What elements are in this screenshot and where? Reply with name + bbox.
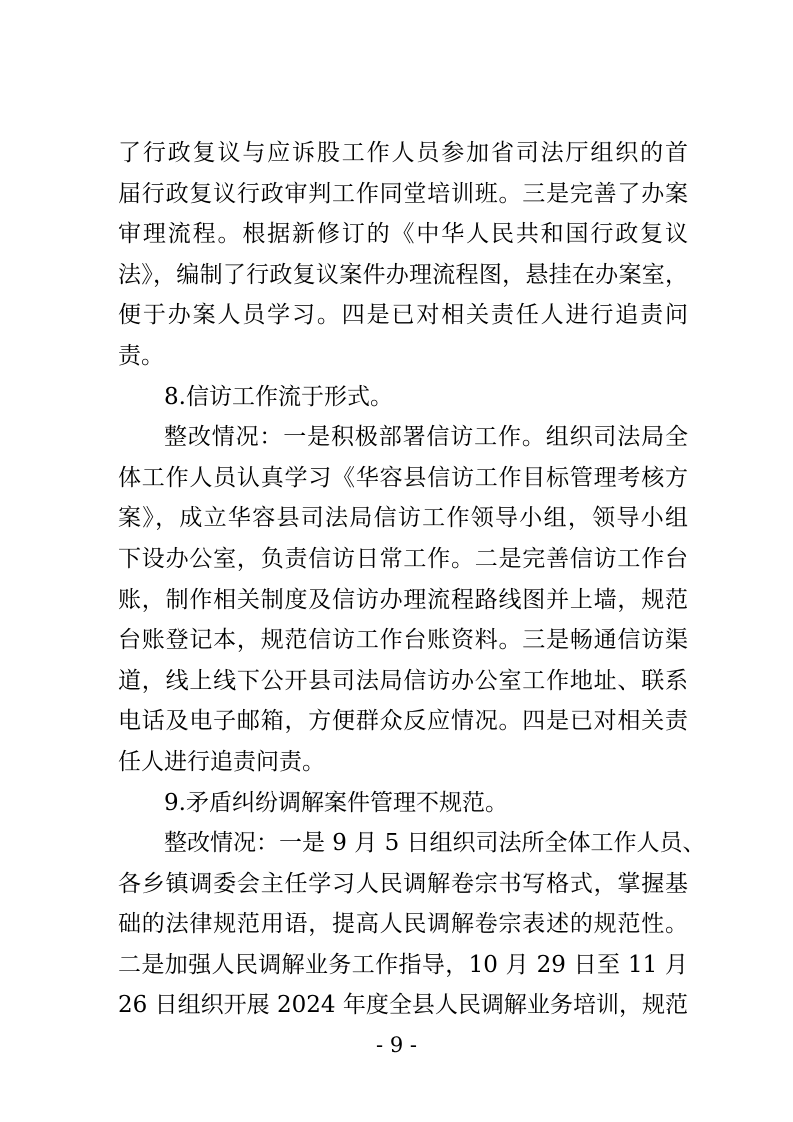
text-line: 账，制作相关制度及信访办理流程路线图并上墙，规范 (118, 586, 688, 613)
text-line: 体工作人员认真学习《华容县信访工作目标管理考核方 (118, 464, 688, 491)
text-line: 9.矛盾纠纷调解案件管理不规范。 (164, 789, 508, 816)
body-text (118, 133, 706, 1026)
text-line: 法》，编制了行政复议案件办理流程图，悬挂在办案室， (118, 261, 688, 288)
text-line: 审理流程。根据新修订的《中华人民共和国行政复议 (118, 221, 688, 248)
text-line: 整改情况：一是 9 月 5 日组织司法所全体工作人员、 (164, 830, 706, 857)
text-line: 电话及电子邮箱，方便群众反应情况。四是已对相关责 (118, 708, 688, 735)
text-line: 案》，成立华容县司法局信访工作领导小组，领导小组 (118, 505, 688, 532)
text-line: 各乡镇调委会主任学习人民调解卷宗书写格式，掌握基 (118, 870, 688, 897)
text-line: 台账登记本，规范信访工作台账资料。三是畅通信访渠 (118, 627, 688, 654)
text-line: 础的法律规范用语，提高人民调解卷宗表述的规范性。 (118, 911, 688, 938)
text-line: 了行政复议与应诉股工作人员参加省司法厅组织的首 (118, 140, 688, 166)
text-line: 下设办公室，负责信访日常工作。二是完善信访工作台 (118, 545, 688, 572)
text-line: 26 日组织开展 2024 年度全县人民调解业务培训，规范 (118, 992, 688, 1019)
page-number: - 9 - (376, 1033, 417, 1057)
text-line: 便于办案人员学习。四是已对相关责任人进行追责问 (118, 302, 688, 329)
text-line: 届行政复议行政审判工作同堂培训班。三是完善了办案 (118, 180, 688, 207)
text-line: 任人进行追责问责。 (118, 748, 325, 775)
text-line: 二是加强人民调解业务工作指导，10 月 29 日至 11 月 (118, 951, 688, 978)
text-line: 责。 (118, 342, 164, 369)
text-line: 整改情况：一是积极部署信访工作。组织司法局全 (164, 424, 688, 451)
text-line: 道，线上线下公开县司法局信访办公室工作地址、联系 (118, 667, 688, 694)
text-line: 8.信访工作流于形式。 (164, 383, 393, 410)
